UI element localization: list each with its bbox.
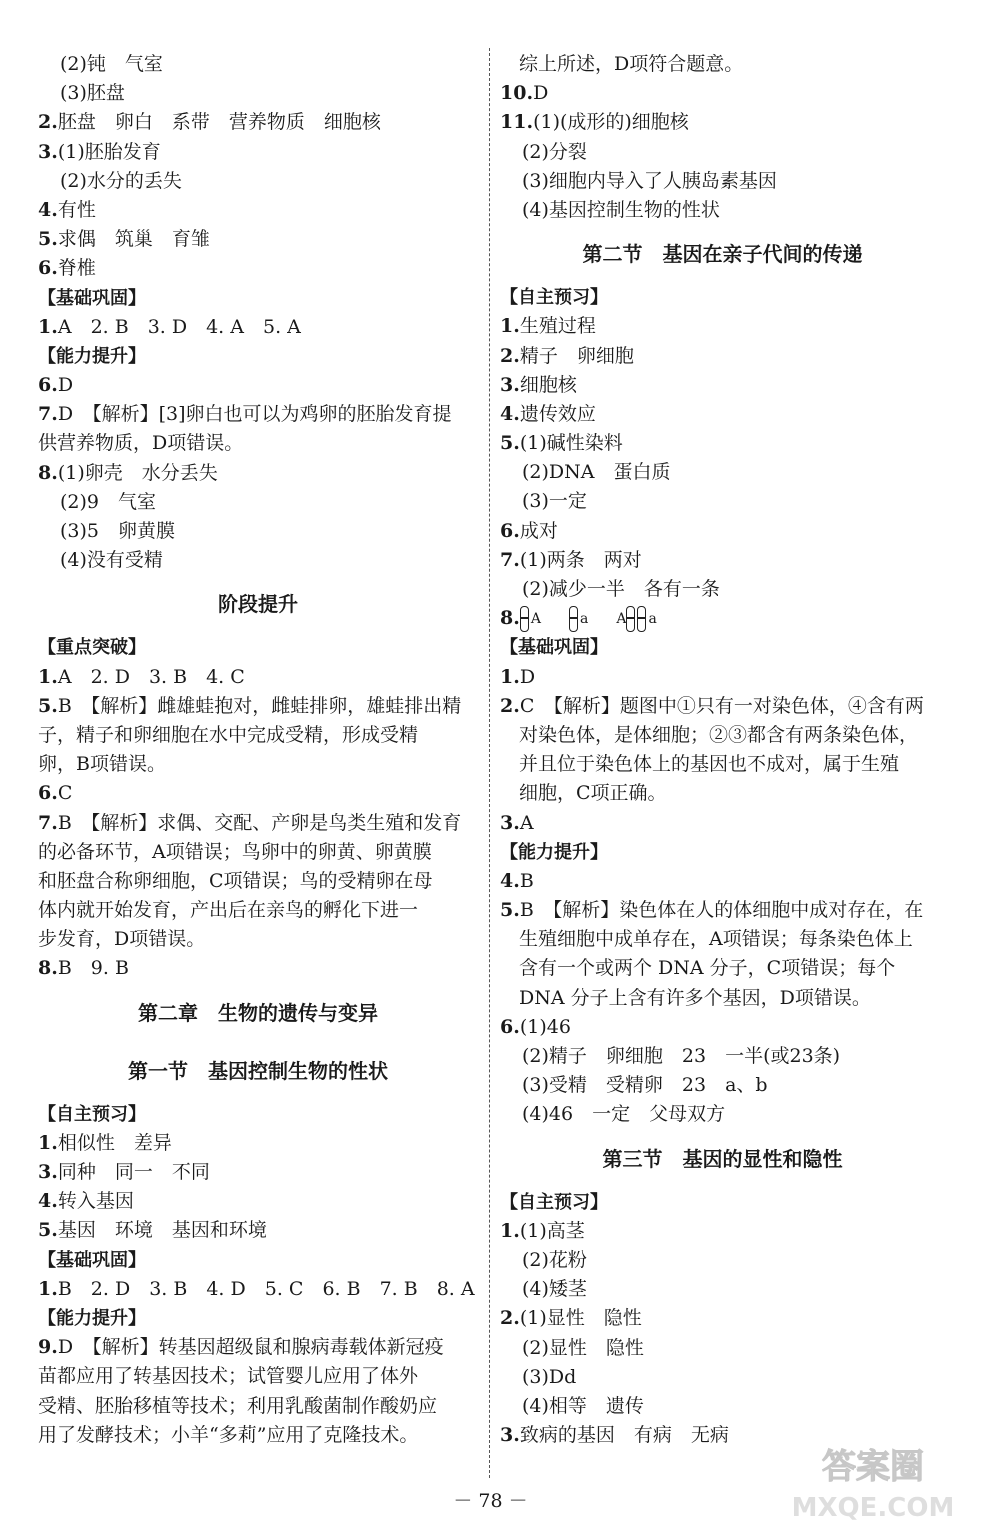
answer-number: 3. — [500, 811, 520, 834]
answer-item — [500, 400, 945, 429]
answer-item — [38, 1129, 478, 1158]
answer-number: 5. — [38, 694, 58, 717]
answer-text: (1)46 — [519, 1015, 571, 1038]
answer-text: (1)高茎 — [519, 1219, 585, 1242]
chromosome-figure — [569, 605, 588, 634]
answer-item — [500, 896, 945, 925]
gene-label: a — [648, 610, 657, 627]
answer-subline: (2)分裂 — [522, 140, 587, 163]
answer-text: 基因 环境 基因和环境 — [57, 1219, 267, 1242]
answer-subline: (2)9 气室 — [60, 490, 157, 513]
answer-item — [500, 663, 945, 692]
answer-text: 同种 同一 不同 — [57, 1161, 210, 1183]
answer-item — [500, 371, 945, 400]
answer-item — [500, 312, 945, 341]
section-title: 阶段提升 — [218, 592, 298, 617]
answer-text: B 2. D 3. B 4. D 5. C 6. B 7. B 8. A — [57, 1277, 475, 1300]
answer-text: B 【解析】求偶、交配、产卵是鸟类生殖和发育 — [57, 811, 462, 834]
answer-subline: (2)花粉 — [522, 1248, 587, 1271]
answer-number: 10. — [500, 82, 534, 105]
answer-number: 3. — [38, 140, 58, 163]
answer-number: 5. — [38, 1219, 58, 1242]
answer-item — [38, 459, 478, 488]
answer-subline: (4)46 一定 父母双方 — [522, 1103, 726, 1126]
page-number: － 78 － — [453, 1490, 528, 1512]
watermark-title: 答案圈 — [822, 1447, 924, 1487]
answer-item — [38, 1187, 478, 1216]
answer-continuation: 受精、胚胎移植等技术；利用乳酸菌制作酸奶应 — [38, 1394, 438, 1417]
section-title: 第三节 基因的显性和隐性 — [602, 1146, 843, 1171]
answer-continuation: 苗都应用了转基因技术；试管婴儿应用了体外 — [38, 1365, 419, 1388]
answer-continuation: 生殖细胞中成单存在，A项错误；每条染色体上 — [500, 928, 913, 951]
answer-text: (1)胚胎发育 — [57, 140, 161, 163]
answer-text: (1)卵壳 水分丢失 — [57, 461, 218, 484]
answer-item — [500, 79, 945, 108]
watermark-logo — [783, 1436, 963, 1526]
answer-item — [38, 400, 478, 429]
answer-text: A 2. B 3. D 4. A 5. A — [57, 315, 301, 338]
section-label: 【基础巩固】 — [38, 1249, 146, 1271]
answer-number: 8. — [500, 607, 520, 630]
answer-continuation: 并且位于染色体上的基因也不成对，属于生殖 — [500, 753, 900, 776]
answer-text: D — [519, 665, 536, 688]
answer-number: 8. — [38, 461, 58, 484]
answer-item — [38, 371, 478, 400]
answer-text: B 【解析】染色体在人的体细胞中成对存在，在 — [519, 899, 924, 922]
left-column — [38, 50, 478, 1450]
answer-subline: (3)5 卵黄膜 — [60, 520, 176, 542]
answer-number: 2. — [500, 694, 520, 717]
answer-text: 遗传效应 — [519, 402, 596, 425]
answer-continuation: 卵，B项错误。 — [38, 753, 166, 776]
answer-subline: (2)精子 卵细胞 23 一半(或23条) — [522, 1045, 841, 1067]
answer-number: 2. — [500, 1307, 520, 1330]
answer-number: 7. — [38, 403, 58, 426]
answer-text: 生殖过程 — [519, 315, 596, 338]
answer-continuation: 的必备环节，A项错误；鸟卵中的卵黄、卵黄膜 — [38, 840, 432, 863]
right-column — [500, 50, 945, 1450]
answer-item — [500, 1013, 945, 1042]
answer-number: 1. — [38, 1131, 58, 1154]
answer-text: A 2. D 3. B 4. C — [57, 665, 245, 688]
gene-label: A — [530, 610, 541, 627]
answer-item — [38, 1333, 478, 1362]
answer-continuation: 步发育，D项错误。 — [38, 928, 206, 951]
chapter-title: 第二章 生物的遗传与变异 — [138, 1000, 378, 1025]
answer-text: B 9. B — [57, 957, 129, 980]
answer-item — [38, 954, 478, 983]
answer-item — [38, 196, 478, 225]
answer-item — [38, 809, 478, 838]
answer-item — [500, 429, 945, 458]
chromosome-shape — [569, 606, 578, 632]
answer-number: 3. — [500, 1424, 520, 1447]
answer-subline: (4)矮茎 — [522, 1278, 587, 1301]
answer-text: C 【解析】题图中①只有一对染色体，④含有两 — [519, 694, 924, 717]
answer-item — [38, 138, 478, 167]
answer-text: 胚盘 卵白 系带 营养物质 细胞核 — [57, 111, 381, 134]
answer-number: 4. — [38, 1190, 58, 1213]
chromosome-figure — [616, 605, 656, 634]
answer-continuation: 细胞，C项正确。 — [500, 782, 667, 805]
answer-subline: (3)胚盘 — [60, 82, 125, 105]
answer-number: 6. — [38, 782, 58, 805]
answer-number: 11. — [500, 111, 534, 134]
answer-subline: (3)Dd — [522, 1365, 577, 1388]
answer-text: A — [519, 811, 534, 834]
answer-text: 脊椎 — [57, 257, 96, 280]
answer-subline: (4)基因控制生物的性状 — [522, 198, 720, 221]
chromosome-figure — [520, 605, 541, 634]
answer-text: 成对 — [519, 519, 558, 542]
answer-item — [38, 225, 478, 254]
section-label: 【能力提升】 — [500, 841, 608, 863]
answer-subline: (3)细胞内导入了人胰岛素基因 — [522, 169, 777, 192]
answer-number: 6. — [500, 519, 520, 542]
answer-item — [38, 108, 478, 137]
answer-text: 致病的基因 有病 无病 — [519, 1424, 729, 1447]
answer-number: 5. — [38, 228, 58, 251]
answer-continuation: DNA 分子上含有许多个基因，D项错误。 — [500, 986, 871, 1009]
answer-number: 5. — [500, 432, 520, 455]
answer-number: 7. — [38, 811, 58, 834]
answer-continuation: 含有一个或两个 DNA 分子，C项错误；每个 — [500, 957, 896, 980]
answer-subline: (2)DNA 蛋白质 — [522, 461, 671, 484]
column-divider — [489, 48, 490, 1478]
section-title: 第二节 基因在亲子代间的传递 — [582, 242, 863, 267]
answer-item — [500, 517, 945, 546]
answer-text: 细胞核 — [519, 373, 577, 396]
answer-subline: (2)减少一半 各有一条 — [522, 578, 720, 600]
answer-number: 6. — [38, 374, 58, 397]
section-label: 【自主预习】 — [500, 287, 608, 309]
section-label: 【自主预习】 — [500, 1191, 608, 1213]
answer-number: 1. — [38, 1277, 58, 1300]
answer-continuation: 和胚盘合称卵细胞，C项错误；鸟的受精卵在母 — [38, 869, 433, 892]
answer-item — [38, 779, 478, 808]
answer-continuation: 综上所述，D项符合题意。 — [500, 53, 744, 75]
answer-item — [38, 254, 478, 283]
answer-text: (1)两条 两对 — [519, 548, 642, 571]
answer-number: 5. — [500, 899, 520, 922]
section-label: 【能力提升】 — [38, 1307, 146, 1329]
section-label: 【基础巩固】 — [500, 637, 608, 659]
answer-text: (1)(成形的)细胞核 — [533, 111, 689, 134]
section-label: 【能力提升】 — [38, 345, 146, 367]
answer-number: 7. — [500, 548, 520, 571]
answer-subline: (3)一定 — [522, 490, 587, 513]
answer-continuation: 供营养物质，D项错误。 — [38, 432, 244, 455]
answer-item — [38, 1216, 478, 1245]
answer-item — [38, 1158, 478, 1187]
section-label: 【自主预习】 — [38, 1103, 146, 1125]
answer-continuation: 对染色体，是体细胞；②③都含有两条染色体， — [500, 723, 919, 746]
answer-item — [500, 692, 945, 721]
answer-subline: (4)相等 遗传 — [522, 1394, 644, 1417]
answer-item — [500, 1217, 945, 1246]
answer-subline: (3)受精 受精卵 23 a、b — [522, 1074, 768, 1097]
answer-number: 4. — [500, 402, 520, 425]
answer-text: (1)碱性染料 — [519, 432, 623, 455]
answer-number: 3. — [500, 373, 520, 396]
answer-text: C — [57, 782, 73, 805]
watermark-url: MXQE.COM — [791, 1493, 955, 1523]
answer-number: 9. — [38, 1336, 58, 1359]
chromosome-shape — [637, 606, 646, 632]
answer-text: D — [57, 374, 74, 397]
answer-number: 6. — [500, 1015, 520, 1038]
answer-item — [500, 867, 945, 896]
answer-text: 相似性 差异 — [57, 1131, 172, 1154]
answer-number: 1. — [500, 315, 520, 338]
answer-text: B 【解析】雌雄蛙抱对，雌蛙排卵，雄蛙排出精 — [57, 694, 462, 717]
answer-number: 2. — [38, 111, 58, 134]
gene-label: A — [616, 610, 627, 627]
section-title: 第一节 基因控制生物的性状 — [128, 1058, 388, 1083]
answer-continuation: 用了发酵技术；小羊“多莉”应用了克隆技术。 — [38, 1423, 419, 1446]
answer-subline: (4)没有受精 — [60, 549, 163, 572]
chromosome-shape — [626, 606, 635, 632]
answer-text: D — [533, 82, 549, 105]
answer-number: 1. — [38, 315, 58, 338]
answer-number: 1. — [500, 665, 520, 688]
answer-text: D 【解析】转基因超级鼠和腺病毒载体新冠疫 — [57, 1336, 444, 1359]
answer-item — [38, 692, 478, 721]
answer-text: 精子 卵细胞 — [519, 344, 634, 367]
answer-number: 8. — [38, 957, 58, 980]
section-label: 【重点突破】 — [38, 637, 146, 659]
answer-item — [500, 809, 945, 838]
answer-item — [500, 546, 945, 575]
answer-continuation: 子，精子和卵细胞在水中完成受精，形成受精 — [38, 723, 419, 746]
answer-item — [38, 663, 478, 692]
answer-text: B — [519, 869, 534, 892]
answer-number: 1. — [38, 665, 58, 688]
answer-subline: (2)显性 隐性 — [522, 1336, 644, 1359]
answer-item — [500, 1304, 945, 1333]
answer-item — [500, 108, 945, 137]
gene-label: a — [579, 610, 589, 627]
answer-text: 有性 — [57, 198, 96, 221]
answer-continuation: 体内就开始发育，产出后在亲鸟的孵化下进一 — [38, 899, 419, 922]
chromosome-shape — [520, 606, 529, 632]
answer-item — [38, 313, 478, 342]
answer-item — [38, 1275, 478, 1304]
answer-item — [500, 342, 945, 371]
section-label: 【基础巩固】 — [38, 287, 146, 309]
answer-number: 3. — [38, 1161, 58, 1183]
answer-number: 2. — [500, 344, 520, 367]
answer-text: 求偶 筑巢 育雏 — [57, 228, 210, 251]
answer-text: 转入基因 — [57, 1190, 134, 1213]
answer-number: 4. — [38, 198, 58, 221]
answer-subline: (2)水分的丢失 — [60, 169, 182, 192]
answer-number: 4. — [500, 869, 520, 892]
answer-text: D 【解析】[3]卵白也可以为鸡卵的胚胎发育提 — [57, 403, 452, 426]
answer-number: 1. — [500, 1219, 520, 1242]
answer-subline: (2)钝 气室 — [60, 53, 163, 75]
answer-text: (1)显性 隐性 — [519, 1307, 642, 1330]
answer-item-chromosome-diagram — [500, 604, 945, 633]
answer-number: 6. — [38, 257, 58, 280]
